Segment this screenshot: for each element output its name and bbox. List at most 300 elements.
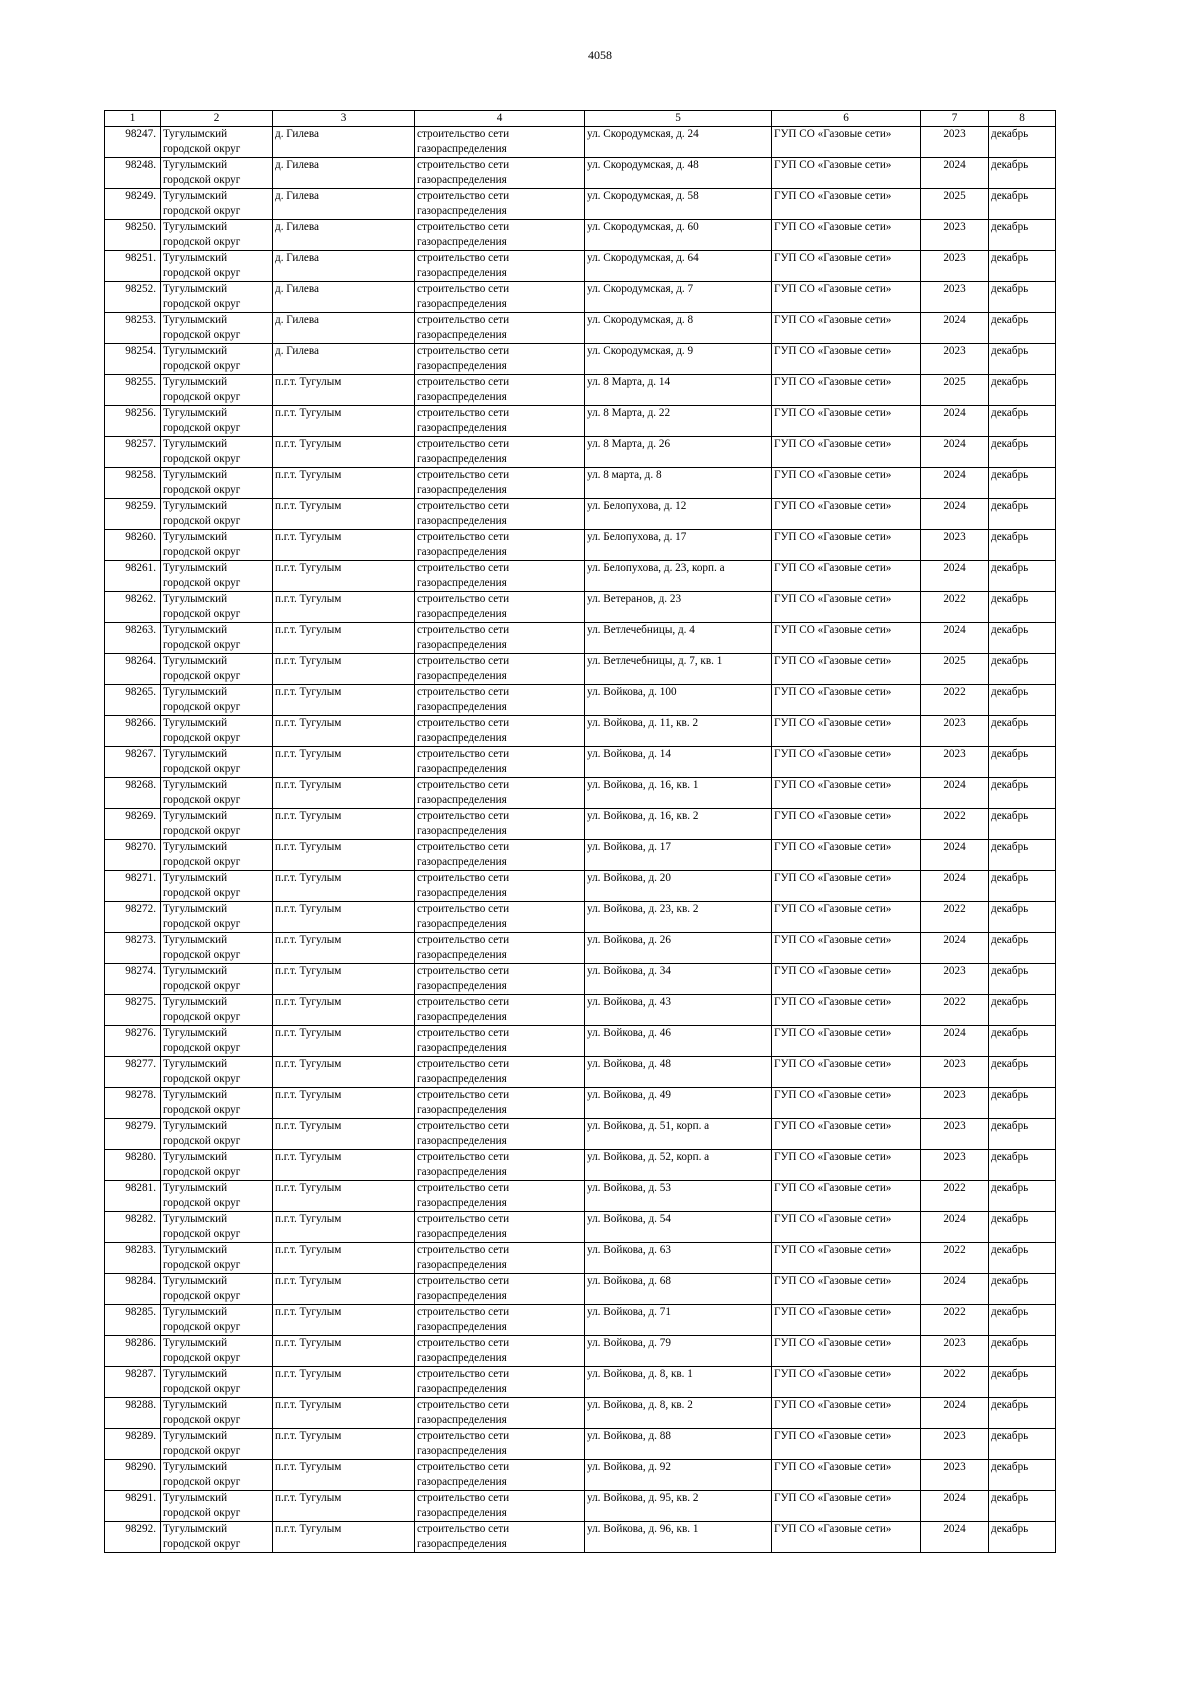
settlement: п.г.т. Тугулым — [275, 1058, 342, 1070]
executor: ГУП СО «Газовые сети» — [774, 655, 892, 667]
district-cell — [161, 902, 273, 933]
work-type-line-1: строительство сети — [417, 779, 510, 791]
month-cell — [989, 437, 1056, 468]
row-number: 98261. — [125, 562, 156, 574]
month-cell — [989, 685, 1056, 716]
table-row — [105, 1088, 1056, 1119]
row-number-cell — [105, 189, 161, 220]
settlement-cell — [273, 561, 415, 592]
settlement-cell — [273, 747, 415, 778]
year: 2023 — [943, 1089, 966, 1101]
row-number-cell — [105, 530, 161, 561]
work-type-line-1: строительство сети — [417, 531, 510, 543]
executor: ГУП СО «Газовые сети» — [774, 562, 892, 574]
address-cell — [585, 189, 772, 220]
month: декабрь — [991, 159, 1029, 171]
row-number-cell — [105, 1181, 161, 1212]
district-line-2: городской округ — [163, 1414, 241, 1426]
month-cell — [989, 282, 1056, 313]
year-cell — [921, 1243, 989, 1274]
address-cell — [585, 995, 772, 1026]
executor-cell — [772, 1243, 921, 1274]
settlement: д. Гилева — [275, 221, 319, 233]
work-type-line-1: строительство сети — [417, 903, 510, 915]
district-cell — [161, 220, 273, 251]
executor-cell — [772, 1150, 921, 1181]
year: 2022 — [943, 810, 966, 822]
work-type-line-2: газораспределения — [417, 639, 507, 651]
month: декабрь — [991, 1089, 1029, 1101]
year-cell — [921, 902, 989, 933]
executor: ГУП СО «Газовые сети» — [774, 1151, 892, 1163]
year-cell — [921, 375, 989, 406]
executor: ГУП СО «Газовые сети» — [774, 376, 892, 388]
month: декабрь — [991, 252, 1029, 264]
table-row — [105, 189, 1056, 220]
work-type-line-2: газораспределения — [417, 1135, 507, 1147]
row-number: 98267. — [125, 748, 156, 760]
executor: ГУП СО «Газовые сети» — [774, 624, 892, 636]
work-type-cell — [415, 1026, 585, 1057]
row-number: 98258. — [125, 469, 156, 481]
address: ул. Войкова, д. 46 — [587, 1027, 671, 1039]
year: 2023 — [943, 1337, 966, 1349]
year: 2023 — [943, 1430, 966, 1442]
year-cell — [921, 809, 989, 840]
settlement: д. Гилева — [275, 190, 319, 202]
month-cell — [989, 995, 1056, 1026]
year-cell — [921, 1119, 989, 1150]
executor: ГУП СО «Газовые сети» — [774, 1120, 892, 1132]
executor-cell — [772, 375, 921, 406]
year-cell — [921, 437, 989, 468]
row-number: 98256. — [125, 407, 156, 419]
work-type-line-2: газораспределения — [417, 174, 507, 186]
year-cell — [921, 530, 989, 561]
work-type-line-1: строительство сети — [417, 1492, 510, 1504]
address: ул. Белопухова, д. 12 — [587, 500, 687, 512]
year: 2022 — [943, 1368, 966, 1380]
district-line-2: городской округ — [163, 608, 241, 620]
year: 2023 — [943, 965, 966, 977]
table-row — [105, 313, 1056, 344]
year: 2024 — [943, 469, 966, 481]
month-cell — [989, 313, 1056, 344]
district-cell — [161, 716, 273, 747]
district-line-2: городской округ — [163, 329, 241, 341]
settlement-cell — [273, 220, 415, 251]
address-cell — [585, 1181, 772, 1212]
year-cell — [921, 1150, 989, 1181]
row-number: 98292. — [125, 1523, 156, 1535]
district-cell — [161, 127, 273, 158]
address: ул. Войкова, д. 96, кв. 1 — [587, 1523, 699, 1535]
address-cell — [585, 561, 772, 592]
work-type-line-1: строительство сети — [417, 686, 510, 698]
work-type-line-1: строительство сети — [417, 1430, 510, 1442]
address-cell — [585, 530, 772, 561]
work-type-line-1: строительство сети — [417, 252, 510, 264]
year-cell — [921, 871, 989, 902]
executor-cell — [772, 1398, 921, 1429]
settlement-cell — [273, 778, 415, 809]
address-cell — [585, 871, 772, 902]
table-row — [105, 251, 1056, 282]
district-cell — [161, 1367, 273, 1398]
executor-cell — [772, 406, 921, 437]
work-type-cell — [415, 1491, 585, 1522]
executor-cell — [772, 561, 921, 592]
work-type-line-2: газораспределения — [417, 577, 507, 589]
month: декабрь — [991, 500, 1029, 512]
district-line-1: Тугулымский — [163, 221, 228, 233]
settlement-cell — [273, 406, 415, 437]
district-line-2: городской округ — [163, 1073, 241, 1085]
executor-cell — [772, 654, 921, 685]
month-cell — [989, 716, 1056, 747]
executor: ГУП СО «Газовые сети» — [774, 1244, 892, 1256]
row-number-cell — [105, 1026, 161, 1057]
table-row — [105, 1150, 1056, 1181]
district-line-2: городской округ — [163, 515, 241, 527]
district-line-1: Тугулымский — [163, 1120, 228, 1132]
work-type-line-1: строительство сети — [417, 748, 510, 760]
month: декабрь — [991, 965, 1029, 977]
address: ул. Войкова, д. 92 — [587, 1461, 671, 1473]
district-line-1: Тугулымский — [163, 1058, 228, 1070]
address: ул. 8 марта, д. 8 — [587, 469, 662, 481]
settlement: п.г.т. Тугулым — [275, 438, 342, 450]
row-number: 98254. — [125, 345, 156, 357]
district-line-2: городской округ — [163, 639, 241, 651]
month: декабрь — [991, 1337, 1029, 1349]
address-cell — [585, 468, 772, 499]
district-line-2: городской округ — [163, 1104, 241, 1116]
executor: ГУП СО «Газовые сети» — [774, 1058, 892, 1070]
address: ул. Войкова, д. 54 — [587, 1213, 671, 1225]
address: ул. Белопухова, д. 23, корп. а — [587, 562, 725, 574]
district-line-2: городской округ — [163, 763, 241, 775]
district-line-1: Тугулымский — [163, 872, 228, 884]
work-type-line-2: газораспределения — [417, 825, 507, 837]
table-row — [105, 1429, 1056, 1460]
district-cell — [161, 375, 273, 406]
column-number-row — [105, 111, 1056, 127]
work-type-cell — [415, 1398, 585, 1429]
month: декабрь — [991, 438, 1029, 450]
executor: ГУП СО «Газовые сети» — [774, 500, 892, 512]
address: ул. Войкова, д. 8, кв. 2 — [587, 1399, 693, 1411]
district-line-2: городской округ — [163, 174, 241, 186]
district-line-2: городской округ — [163, 887, 241, 899]
row-number: 98274. — [125, 965, 156, 977]
month-cell — [989, 654, 1056, 685]
work-type-cell — [415, 685, 585, 716]
address-cell — [585, 282, 772, 313]
table-body — [105, 127, 1056, 1553]
month: декабрь — [991, 1120, 1029, 1132]
work-type-line-1: строительство сети — [417, 717, 510, 729]
month: декабрь — [991, 1151, 1029, 1163]
month-cell — [989, 1305, 1056, 1336]
year-cell — [921, 1336, 989, 1367]
district-line-2: городской округ — [163, 918, 241, 930]
district-line-1: Тугулымский — [163, 686, 228, 698]
executor: ГУП СО «Газовые сети» — [774, 190, 892, 202]
work-type-line-2: газораспределения — [417, 1290, 507, 1302]
executor: ГУП СО «Газовые сети» — [774, 717, 892, 729]
year: 2023 — [943, 128, 966, 140]
district-line-2: городской округ — [163, 1476, 241, 1488]
year-cell — [921, 158, 989, 189]
month: декабрь — [991, 1244, 1029, 1256]
address: ул. Ветеранов, д. 23 — [587, 593, 682, 605]
address-cell — [585, 1367, 772, 1398]
district-cell — [161, 1212, 273, 1243]
row-number-cell — [105, 282, 161, 313]
work-type-line-2: газораспределения — [417, 484, 507, 496]
work-type-cell — [415, 654, 585, 685]
work-type-cell — [415, 282, 585, 313]
month: декабрь — [991, 190, 1029, 202]
district-line-1: Тугулымский — [163, 1182, 228, 1194]
address-cell — [585, 158, 772, 189]
settlement: п.г.т. Тугулым — [275, 934, 342, 946]
work-type-line-2: газораспределения — [417, 980, 507, 992]
work-type-line-1: строительство сети — [417, 500, 510, 512]
table-row — [105, 778, 1056, 809]
column-header: 5 — [585, 111, 772, 127]
work-type-line-1: строительство сети — [417, 1306, 510, 1318]
settlement-cell — [273, 1119, 415, 1150]
row-number: 98253. — [125, 314, 156, 326]
settlement: п.г.т. Тугулым — [275, 1461, 342, 1473]
year: 2023 — [943, 345, 966, 357]
row-number-cell — [105, 1336, 161, 1367]
row-number: 98287. — [125, 1368, 156, 1380]
settlement-cell — [273, 902, 415, 933]
column-header: 4 — [415, 111, 585, 127]
district-cell — [161, 344, 273, 375]
row-number: 98282. — [125, 1213, 156, 1225]
district-line-2: городской округ — [163, 1228, 241, 1240]
work-type-line-1: строительство сети — [417, 1461, 510, 1473]
address: ул. Войкова, д. 88 — [587, 1430, 671, 1442]
district-cell — [161, 1057, 273, 1088]
year-cell — [921, 1026, 989, 1057]
address: ул. Войкова, д. 63 — [587, 1244, 671, 1256]
executor: ГУП СО «Газовые сети» — [774, 252, 892, 264]
work-type-line-2: газораспределения — [417, 856, 507, 868]
table-row — [105, 1460, 1056, 1491]
work-type-cell — [415, 251, 585, 282]
month: декабрь — [991, 407, 1029, 419]
month-cell — [989, 1119, 1056, 1150]
district-cell — [161, 592, 273, 623]
address: ул. Скородумская, д. 8 — [587, 314, 694, 326]
month-cell — [989, 344, 1056, 375]
address: ул. Войкова, д. 48 — [587, 1058, 671, 1070]
column-header: 3 — [273, 111, 415, 127]
address-cell — [585, 1336, 772, 1367]
work-type-cell — [415, 871, 585, 902]
district-line-1: Тугулымский — [163, 562, 228, 574]
district-line-1: Тугулымский — [163, 1492, 228, 1504]
year-cell — [921, 685, 989, 716]
executor-cell — [772, 840, 921, 871]
year-cell — [921, 344, 989, 375]
work-type-line-2: газораспределения — [417, 608, 507, 620]
address-cell — [585, 1119, 772, 1150]
address: ул. Войкова, д. 43 — [587, 996, 671, 1008]
year-cell — [921, 561, 989, 592]
executor: ГУП СО «Газовые сети» — [774, 748, 892, 760]
month-cell — [989, 1212, 1056, 1243]
work-type-line-1: строительство сети — [417, 934, 510, 946]
executor-cell — [772, 592, 921, 623]
executor-cell — [772, 995, 921, 1026]
executor-cell — [772, 1119, 921, 1150]
district-cell — [161, 468, 273, 499]
work-type-line-2: газораспределения — [417, 701, 507, 713]
work-type-line-2: газораспределения — [417, 360, 507, 372]
district-line-1: Тугулымский — [163, 593, 228, 605]
settlement-cell — [273, 313, 415, 344]
work-type-line-2: газораспределения — [417, 1352, 507, 1364]
table-row — [105, 1181, 1056, 1212]
work-type-cell — [415, 406, 585, 437]
district-cell — [161, 809, 273, 840]
executor-cell — [772, 871, 921, 902]
year-cell — [921, 406, 989, 437]
district-line-2: городской округ — [163, 298, 241, 310]
row-number: 98252. — [125, 283, 156, 295]
district-cell — [161, 1119, 273, 1150]
settlement-cell — [273, 964, 415, 995]
month: декабрь — [991, 593, 1029, 605]
executor: ГУП СО «Газовые сети» — [774, 1089, 892, 1101]
row-number-cell — [105, 220, 161, 251]
work-type-line-1: строительство сети — [417, 1182, 510, 1194]
row-number: 98265. — [125, 686, 156, 698]
district-cell — [161, 1336, 273, 1367]
district-line-2: городской округ — [163, 670, 241, 682]
settlement: п.г.т. Тугулым — [275, 1182, 342, 1194]
settlement-cell — [273, 344, 415, 375]
work-type-cell — [415, 778, 585, 809]
district-line-2: городской округ — [163, 360, 241, 372]
settlement: п.г.т. Тугулым — [275, 1213, 342, 1225]
district-cell — [161, 189, 273, 220]
district-cell — [161, 1429, 273, 1460]
work-type-line-1: строительство сети — [417, 1244, 510, 1256]
settlement: п.г.т. Тугулым — [275, 624, 342, 636]
month-cell — [989, 809, 1056, 840]
district-line-1: Тугулымский — [163, 1368, 228, 1380]
settlement-cell — [273, 1057, 415, 1088]
year-cell — [921, 933, 989, 964]
table-row — [105, 716, 1056, 747]
row-number-cell — [105, 933, 161, 964]
month: декабрь — [991, 1182, 1029, 1194]
row-number: 98249. — [125, 190, 156, 202]
address-cell — [585, 1491, 772, 1522]
district-line-1: Тугулымский — [163, 934, 228, 946]
work-type-line-2: газораспределения — [417, 794, 507, 806]
settlement: д. Гилева — [275, 345, 319, 357]
address: ул. Войкова, д. 53 — [587, 1182, 671, 1194]
work-type-cell — [415, 933, 585, 964]
work-type-cell — [415, 1119, 585, 1150]
settlement: п.г.т. Тугулым — [275, 1120, 342, 1132]
row-number-cell — [105, 251, 161, 282]
district-line-2: городской округ — [163, 794, 241, 806]
work-type-line-2: газораспределения — [417, 1414, 507, 1426]
table-row — [105, 871, 1056, 902]
month-cell — [989, 747, 1056, 778]
work-type-cell — [415, 1336, 585, 1367]
settlement: п.г.т. Тугулым — [275, 562, 342, 574]
table-row — [105, 747, 1056, 778]
settlement-cell — [273, 1429, 415, 1460]
row-number-cell — [105, 623, 161, 654]
settlement-cell — [273, 871, 415, 902]
work-type-line-2: газораспределения — [417, 1538, 507, 1550]
work-type-line-1: строительство сети — [417, 1368, 510, 1380]
month-cell — [989, 623, 1056, 654]
work-type-line-1: строительство сети — [417, 1151, 510, 1163]
address-cell — [585, 1429, 772, 1460]
month: декабрь — [991, 810, 1029, 822]
address: ул. Скородумская, д. 48 — [587, 159, 699, 171]
row-number-cell — [105, 1429, 161, 1460]
row-number-cell — [105, 406, 161, 437]
table-row — [105, 561, 1056, 592]
year: 2025 — [943, 655, 966, 667]
table-row — [105, 1305, 1056, 1336]
row-number-cell — [105, 1491, 161, 1522]
executor-cell — [772, 344, 921, 375]
settlement-cell — [273, 840, 415, 871]
district-line-1: Тугулымский — [163, 1461, 228, 1473]
year: 2023 — [943, 1461, 966, 1473]
district-line-2: городской округ — [163, 422, 241, 434]
executor-cell — [772, 1212, 921, 1243]
column-header: 7 — [921, 111, 989, 127]
address: ул. 8 Марта, д. 26 — [587, 438, 671, 450]
year-cell — [921, 1212, 989, 1243]
year-cell — [921, 716, 989, 747]
work-type-cell — [415, 809, 585, 840]
district-line-2: городской округ — [163, 1383, 241, 1395]
column-header: 8 — [989, 111, 1056, 127]
work-type-line-1: строительство сети — [417, 1089, 510, 1101]
work-type-line-2: газораспределения — [417, 422, 507, 434]
settlement-cell — [273, 127, 415, 158]
row-number-cell — [105, 685, 161, 716]
work-type-line-1: строительство сети — [417, 1120, 510, 1132]
executor: ГУП СО «Газовые сети» — [774, 1182, 892, 1194]
settlement-cell — [273, 592, 415, 623]
district-line-2: городской округ — [163, 577, 241, 589]
year-cell — [921, 623, 989, 654]
work-type-line-1: строительство сети — [417, 345, 510, 357]
month: декабрь — [991, 996, 1029, 1008]
month-cell — [989, 1088, 1056, 1119]
row-number: 98260. — [125, 531, 156, 543]
executor-cell — [772, 1026, 921, 1057]
table-row — [105, 809, 1056, 840]
